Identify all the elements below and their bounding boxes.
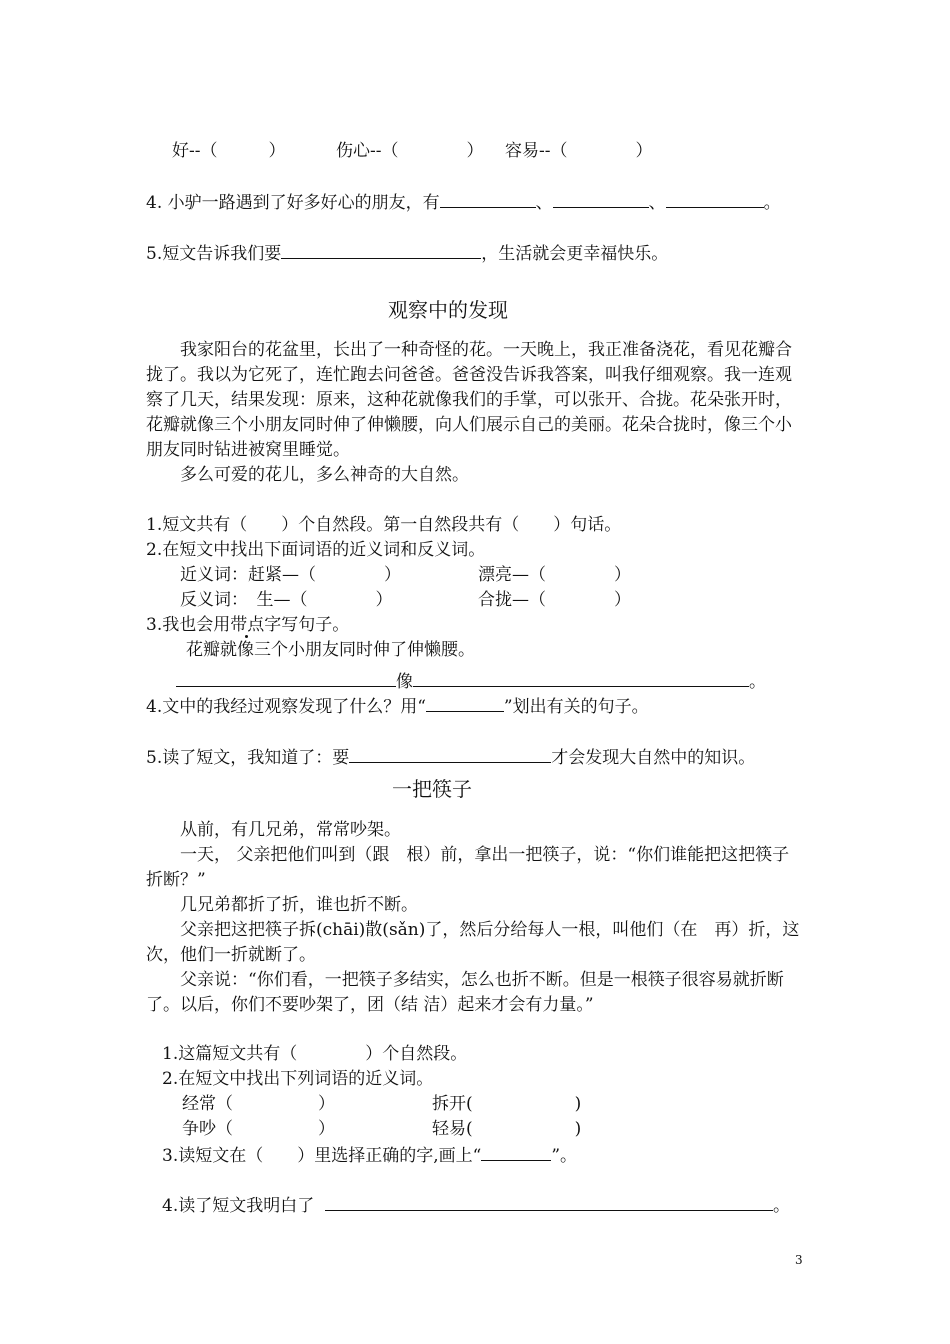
separator: 、 [648, 193, 666, 213]
antonym-item-3: 容易--（ ） [505, 141, 653, 161]
end-mark: 。 [773, 1196, 791, 1216]
top-question-5 [146, 240, 668, 266]
top-question-4 [146, 189, 781, 215]
story1-body [146, 338, 806, 488]
synonym-item-6: 轻易( ) [432, 1119, 582, 1139]
story1-paragraph-2: 多么可爱的花儿，多么神奇的大自然。 [180, 465, 469, 485]
story2-question-4 [162, 1192, 790, 1218]
story2-question-2: 2.在短文中找出下列词语的近义词。 [162, 1069, 434, 1089]
antonym-item-b: 合拢—（ ） [478, 590, 631, 610]
story2-question-3 [162, 1142, 577, 1168]
answer-blank[interactable] [413, 668, 749, 687]
example-sentence [186, 638, 475, 662]
story1-question-1: 1.短文共有（ ）个自然段。第一自然段共有（ ）句话。 [146, 515, 622, 535]
story1-paragraph-1: 我家阳台的花盆里，长出了一种奇怪的花。一天晚上，我正准备浇花，看见花瓣合拢了。我以为它死了，连忙跑去问爸爸。爸爸没告诉我答案，叫我仔细观察。我一连观察了几天，结果发现：原来，这种花就像我们的手掌，可以张开、合拢。花朵张开时，花瓣就像三个小朋友同时伸了伸懒腰，向人们展示自己的美丽。花朵合拢时，像三个小朋友同时钻进被窝里睡觉。 [146, 340, 792, 460]
story2-paragraph-2: 一天， 父亲把他们叫到（跟 根）前，拿出一把筷子，说：“你们谁能把这把筷子折断？” [146, 845, 790, 890]
question-text: ”划出有关的句子。 [503, 697, 649, 717]
underline-sample [426, 693, 504, 712]
key-character: 像 [396, 672, 413, 692]
story1-title: 观察中的发现 [388, 298, 508, 322]
question-text: 3.读短文在（ ）里选择正确的字,画上“ [162, 1146, 482, 1166]
antonym-item-2: 伤心--（ ） [336, 141, 484, 161]
antonym-item-a: 反义词： 生—（ ） [180, 590, 393, 610]
question-text: 5.短文告诉我们要 [146, 244, 282, 264]
sentence-part: 三个小朋友同时伸了伸懒腰。 [254, 640, 475, 660]
end-mark: 。 [763, 193, 781, 213]
story1-question-2: 2.在短文中找出下面词语的近义词和反义词。 [146, 540, 486, 560]
antonym-item-1: 好--（ ） [172, 141, 286, 161]
answer-blank[interactable] [176, 668, 396, 687]
story2-paragraph-1: 从前，有几兄弟，常常吵架。 [180, 820, 401, 840]
story1-question-5 [146, 744, 755, 770]
separator: 、 [535, 193, 553, 213]
sentence-writing-line [176, 668, 766, 694]
question-text: 4.读了短文我明白了 [162, 1196, 315, 1216]
question-text: ，生活就会更幸福快乐。 [481, 244, 669, 264]
page-number: 3 [795, 1253, 803, 1267]
synonym-item-2: 漂亮—（ ） [478, 565, 631, 585]
story2-paragraph-3: 几兄弟都折了折，谁也折不断。 [180, 895, 418, 915]
answer-blank[interactable] [440, 189, 536, 208]
synonym-item-3: 经常（ ） [182, 1094, 335, 1114]
dotted-character: 像 [237, 640, 254, 660]
story1-question-3: 3.我也会用带点字写句子。 [146, 615, 350, 635]
story2-question-1: 1.这篇短文共有（ ）个自然段。 [162, 1044, 468, 1064]
story2-paragraph-4: 父亲把这把筷子拆(chāi)散(sǎn)了，然后分给每人一根，叫他们（在 再）折，这次，他们一折就断了。 [146, 920, 800, 965]
story2-body [146, 818, 806, 1018]
end-mark: 。 [749, 672, 766, 692]
sentence-part: 花瓣就 [186, 640, 237, 660]
story1-question-4 [146, 693, 649, 719]
question-text: 5.读了短文，我知道了：要 [146, 748, 350, 768]
underline-sample [481, 1142, 551, 1161]
story2-paragraph-5: 父亲说：“你们看，一把筷子多结实，怎么也折不断。但是一根筷子很容易就折断了。以后，你们不要吵架了，团（结 洁）起来才会有力量。” [146, 970, 784, 1015]
question-text: 4. 小驴一路遇到了好多好心的朋友，有 [146, 193, 440, 213]
synonym-item-5: 争吵（ ） [182, 1119, 335, 1139]
synonym-item-4: 拆开( ) [432, 1094, 582, 1114]
answer-blank[interactable] [325, 1192, 773, 1211]
question-text: 4.文中的我经过观察发现了什么？用“ [146, 697, 426, 717]
answer-blank[interactable] [666, 189, 764, 208]
answer-blank[interactable] [349, 744, 551, 763]
question-text: ”。 [551, 1146, 578, 1166]
story2-title: 一把筷子 [392, 777, 472, 801]
answer-blank[interactable] [553, 189, 649, 208]
answer-blank[interactable] [281, 240, 481, 259]
synonym-item-1: 近义词：赶紧—（ ） [180, 565, 401, 585]
question-text: 才会发现大自然中的知识。 [551, 748, 756, 768]
